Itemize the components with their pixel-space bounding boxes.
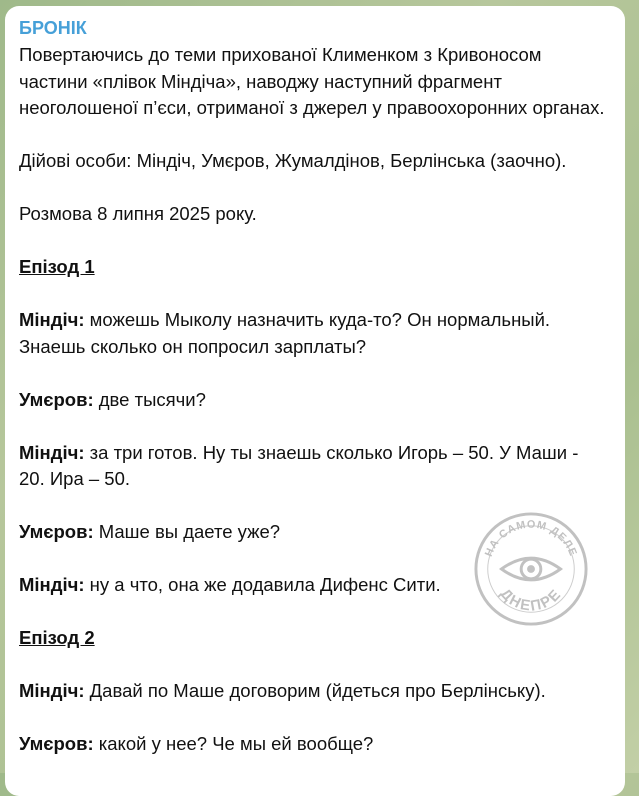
- message-bubble[interactable]: [5, 6, 625, 796]
- speech-text: какой у нее? Че мы ей вообще?: [98, 733, 374, 754]
- episode-2-heading-row: [19, 625, 609, 652]
- dialogue-line: [19, 572, 609, 599]
- speech-text: две тысячи?: [98, 388, 206, 410]
- speech-text: ну а что, она же додавила Дифенс Сити.: [89, 574, 441, 595]
- channel-name[interactable]: БРОНІК: [19, 18, 87, 38]
- speaker-name: Умєров:: [19, 388, 94, 410]
- speaker-name: Умєров:: [19, 733, 94, 754]
- speech-text: за три готов. Ну ты знаешь сколько Игорь – 50. У Маши - 20. Ира – 50.: [19, 441, 579, 489]
- dialogue-line: [19, 678, 609, 705]
- watermark-top-text: НА САМОМ ДЕЛЕ: [482, 518, 580, 559]
- speech-text: Давай по Маше договорим (йдеться про Берлінську).: [89, 680, 546, 701]
- speaker-name: Міндіч:: [19, 574, 85, 595]
- speech-text: Маше вы даете уже?: [98, 521, 281, 542]
- speaker-name: Міндіч:: [19, 309, 85, 330]
- dialogue-line: [19, 440, 609, 493]
- watermark-bottom-text: ДНЕПРЕ: [496, 585, 566, 615]
- speech-text: можешь Мыколу назначить куда-то? Он нормальный. Знаешь сколько он попросил зарплаты?: [19, 309, 551, 357]
- dialogue-line: [19, 731, 609, 758]
- dialogue-line: [19, 519, 609, 546]
- message-text: [19, 42, 609, 758]
- episode-2-heading: Епізод 2: [19, 627, 95, 648]
- episode-1-heading: Епізод 1: [19, 256, 95, 277]
- cast-paragraph: Дійові особи: Міндіч, Умєров, Жумалдінов, Берлінська (заочно).: [19, 150, 567, 171]
- dialogue-line: [19, 387, 609, 414]
- dialogue-line: [19, 307, 609, 360]
- speaker-name: Умєров:: [19, 521, 94, 542]
- episode-1-heading-row: [19, 254, 609, 281]
- date-paragraph: Розмова 8 липня 2025 року.: [19, 203, 257, 224]
- speaker-name: Міндіч:: [19, 441, 85, 463]
- intro-paragraph: Повертаючись до теми прихованої Клименком з Кривоносом частини «плівок Міндіча», наводжу наступний фрагмент неоголошеної п’єси, отриманої з джерел у правоохоронних органах.: [19, 44, 605, 118]
- speaker-name: Міндіч:: [19, 680, 85, 701]
